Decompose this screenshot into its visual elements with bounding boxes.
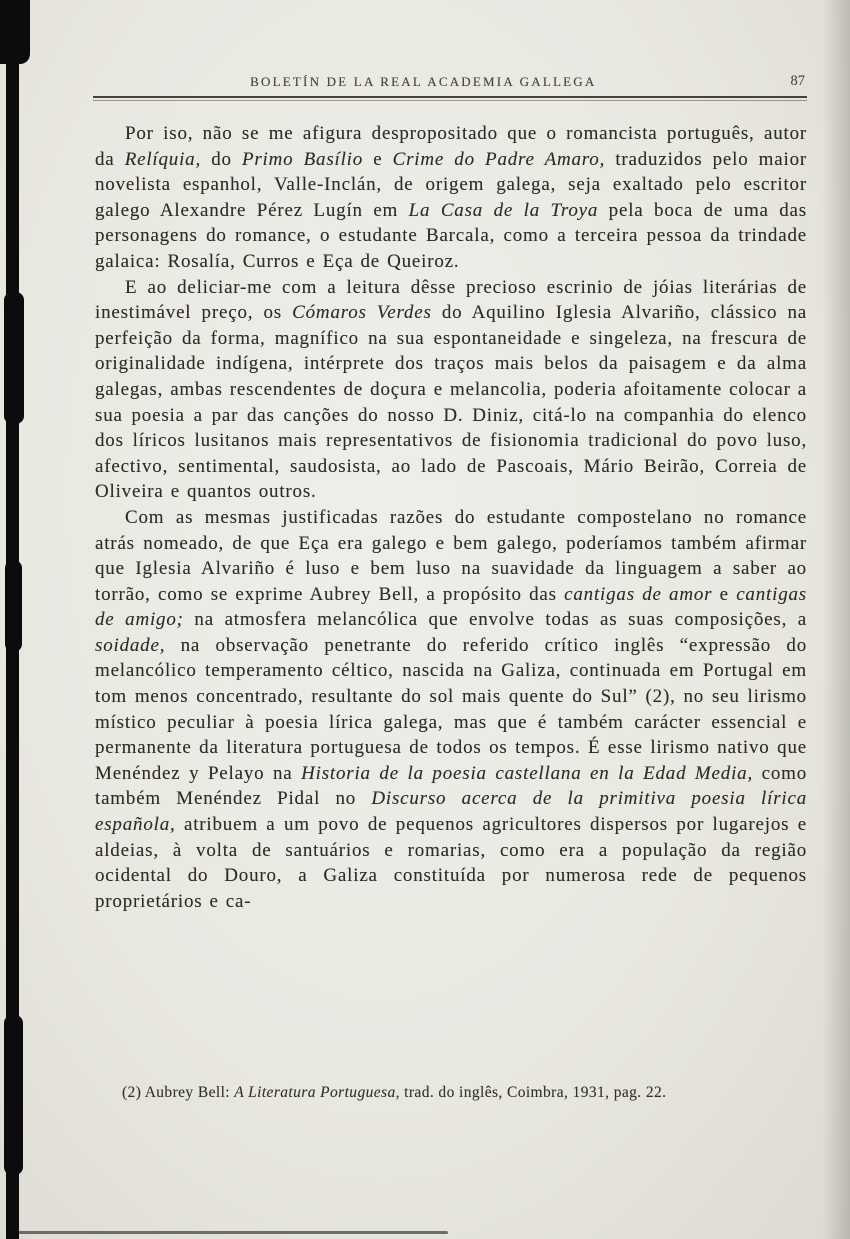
paragraph-3: Com as mesmas justificadas razões do estudante compostelano no romance atrás nomeado, de que Eça era galego e bem galego, poderíamos também afirmar que Iglesia Alvariño é luso e bem luso na suavidade da linguagem a saber ao torrão, como se exprime Aubrey Bell, a propósito das cantigas de amor e cantigas de amigo; na atmosfera melancólica que envolve todas as suas composições, a soidade, na observação penetrante do referido crítico inglês “expressão do melancólico temperamento céltico, nascida na Galiza, continuada em Portugal em tom menos concentrado, resultante do sol mais quente do Sul” (2), no seu lirismo místico peculiar à poesia lírica galega, mas que é também carácter essencial e permanente da literatura portuguesa de todos os tempos. É esse lirismo nativo que Menéndez y Pelayo na Historia de la poesia castellana en la Edad Media, como também Menéndez Pidal no Discurso acerca de la primitiva poesia lírica española, atribuem a um povo de pequenos agricultores dispersos por lugarejos e aldeias, à volta de santuários e romarias, como era a população da região ocidental do Douro, a Galiza constituída por numerosa rede de pequenos proprietários e ca- <box>95 506 808 912</box>
header-rule <box>93 96 807 101</box>
paragraph-2: E ao deliciar-me com a leitura dêsse precioso escrinio de jóias literárias de inestimável preço, os Cómaros Verdes do Aquilino Iglesia Alvariño, clássico na perfeição da forma, magnífico na sua espontaneidade e singeleza, na frescura de originalidade indígena, intérprete dos traços mais belos da paisagem e da alma galegas, ambas rescendentes de doçura e melancolia, poderia afoitamente colocar a sua poesia a par das canções do nosso D. Diniz, citá-lo na companhia do elenco dos líricos lusitanos mais representativos de fisionomia tradicional do povo luso, afectivo, sentimental, saudosista, ao lado de Pascoais, Mário Beirão, Correia de Oliveira e quantos outros. <box>95 276 807 503</box>
footnote-text: (2) Aubrey Bell: A Literatura Portuguesa, trad. do inglês, Coimbra, 1931, pag. 22. <box>122 1084 667 1101</box>
running-header <box>95 74 807 94</box>
scan-edge-bump-2 <box>5 560 22 652</box>
scan-top-left-blob <box>0 0 30 64</box>
page-number: 87 <box>790 73 805 89</box>
body-text <box>95 121 807 914</box>
scan-edge-bump-1 <box>4 292 24 424</box>
scan-bottom-edge-line <box>18 1231 448 1234</box>
paragraph-1: Por iso, não se me afigura despropositado que o romancista português, autor da Relíquia, do Primo Basílio e Crime do Padre Amaro, traduzidos pelo maior novelista espanhol, Valle-Inclán, de origem galega, seja exaltado pelo escritor galego Alexandre Pérez Lugín em La Casa de la Troya pela boca de uma das personagens do romance, o estudante Barcala, como a terceira pessoa da trindade galaica: Rosalía, Curros e Eça de Queiroz. <box>95 123 808 272</box>
journal-title: BOLETÍN DE LA REAL ACADEMIA GALLEGA <box>250 74 597 89</box>
footnote <box>88 1082 802 1103</box>
scan-edge-bump-3 <box>4 1015 23 1175</box>
scan-right-edge-shadow <box>822 0 850 1239</box>
